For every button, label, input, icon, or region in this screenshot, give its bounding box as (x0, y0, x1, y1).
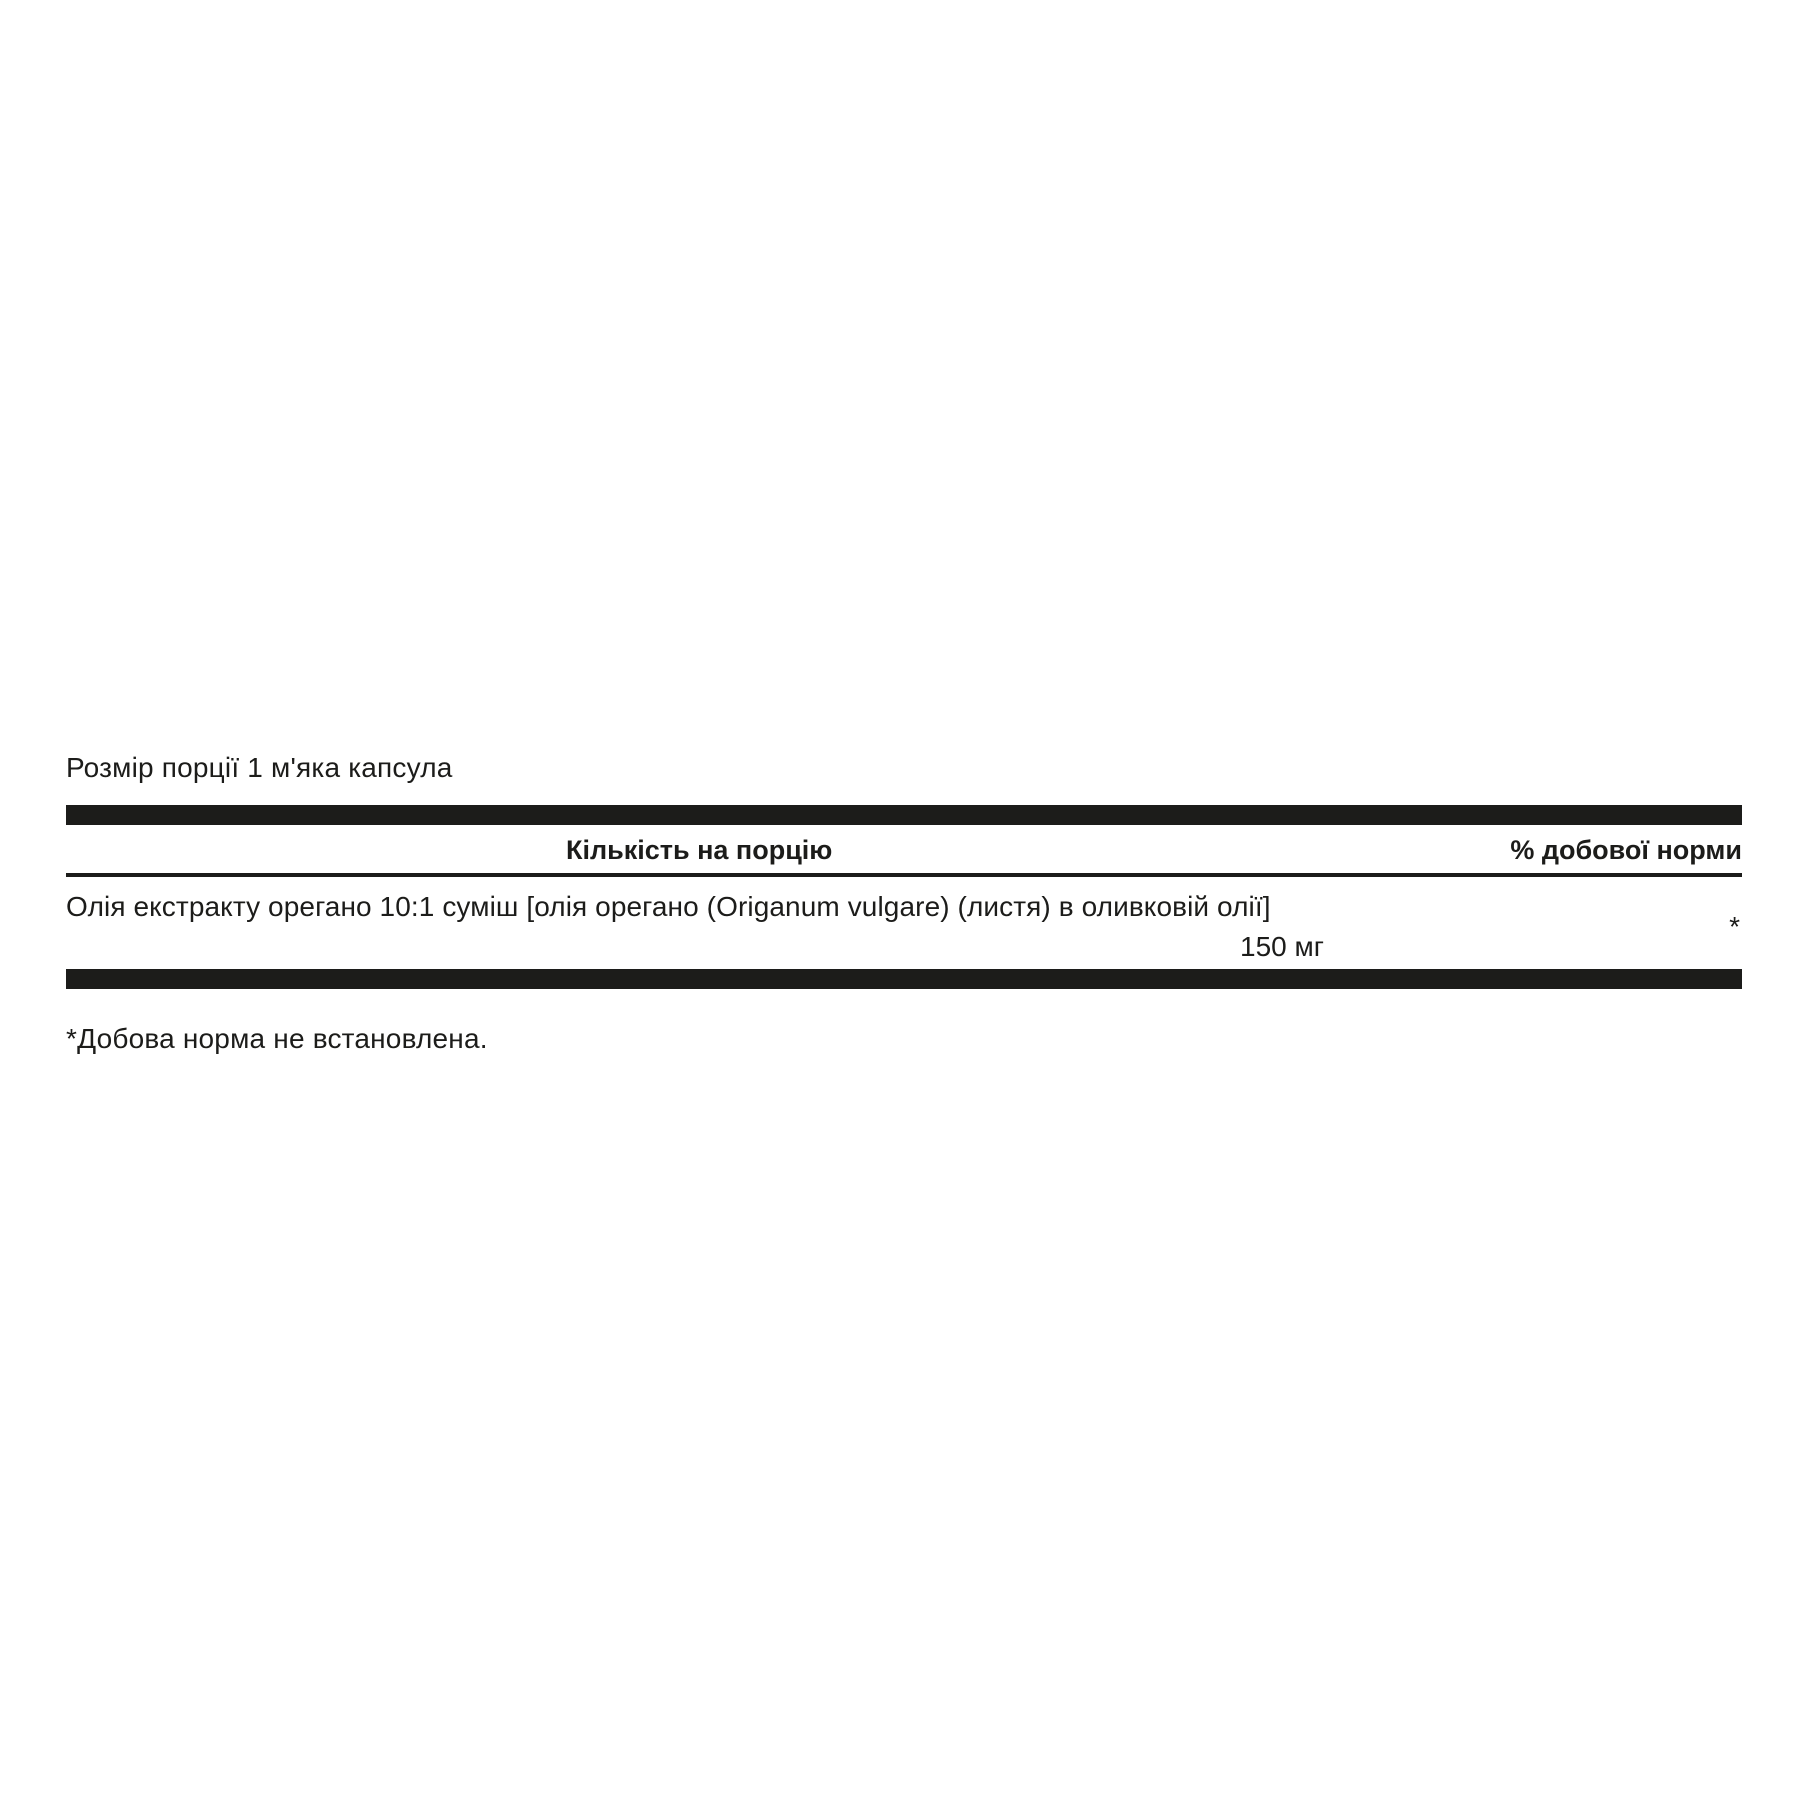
ingredient-name: Олія екстракту орегано 10:1 суміш [олія орегано (Origanum vulgare) (листя) в оливковій олії] (66, 891, 1271, 922)
thick-divider-bottom (66, 969, 1742, 989)
table-header (66, 825, 1742, 873)
header-amount-per-serving: Кількість на порцію (566, 835, 833, 865)
serving-size: Розмір порції 1 м'яка капсула (66, 752, 453, 783)
thick-divider-top (66, 805, 1742, 825)
footnote: *Добова норма не встановлена. (66, 1023, 488, 1054)
table-row (66, 877, 1742, 969)
ingredient-daily-value: * (1729, 911, 1740, 942)
header-daily-value: % добової норми (1510, 835, 1742, 865)
ingredient-amount: 150 мг (1240, 931, 1324, 962)
supplement-facts-panel (66, 748, 1742, 1059)
